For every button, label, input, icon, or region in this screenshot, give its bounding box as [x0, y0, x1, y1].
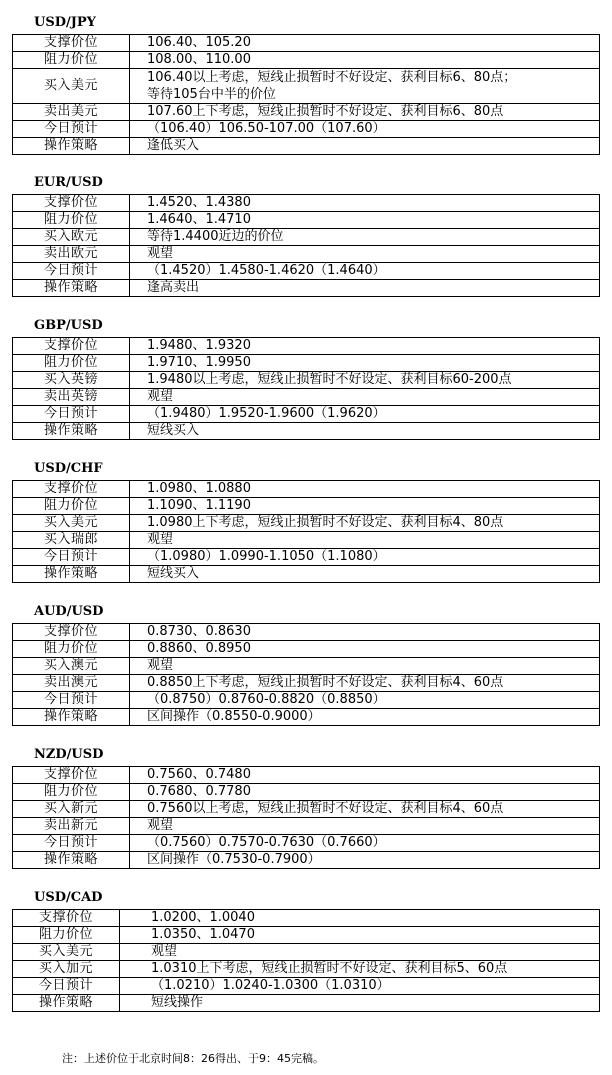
section-usd-jpy [12, 13, 600, 155]
row-value: 1.9710、1.9950 [130, 355, 600, 372]
table-row [13, 944, 600, 961]
section-nzd-usd [12, 745, 600, 869]
row-value: 观望 [120, 944, 600, 961]
section-usd-chf [12, 459, 600, 583]
row-label: 阻力价位 [13, 784, 130, 801]
table-row [13, 675, 600, 692]
row-value: 0.8860、0.8950 [130, 641, 600, 658]
row-label: 阻力价位 [13, 212, 130, 229]
row-value: 1.0350、1.0470 [120, 927, 600, 944]
row-value: 观望 [130, 818, 600, 835]
row-label: 今日预计 [13, 835, 130, 852]
row-label: 今日预计 [13, 692, 130, 709]
table-row [13, 515, 600, 532]
section-gbp-usd [12, 316, 600, 440]
row-value: 1.0310上下考虑，短线止损暂时不好设定、获利目标5、60点 [120, 961, 600, 978]
table-row [13, 372, 600, 389]
row-label: 卖出新元 [13, 818, 130, 835]
row-value: 0.8850上下考虑，短线止损暂时不好设定、获利目标4、60点 [130, 675, 600, 692]
row-value: 观望 [130, 532, 600, 549]
table-row [13, 910, 600, 927]
row-value: 区间操作（0.7530-0.7900） [130, 852, 600, 869]
row-label: 买入美元 [13, 944, 120, 961]
row-label: 买入英镑 [13, 372, 130, 389]
row-value: 观望 [130, 246, 600, 263]
table-row [13, 566, 600, 583]
row-label: 支撑价位 [13, 481, 130, 498]
table-row [13, 406, 600, 423]
table-row [13, 338, 600, 355]
table-row [13, 852, 600, 869]
pair-title: GBP/USD [34, 318, 103, 333]
row-label: 支撑价位 [13, 624, 130, 641]
row-value: 短线买入 [130, 566, 600, 583]
quote-table [12, 766, 600, 869]
table-row [13, 692, 600, 709]
row-value: 逢高卖出 [130, 280, 600, 297]
row-value: 区间操作（0.8550-0.9000） [130, 709, 600, 726]
row-label: 阻力价位 [13, 355, 130, 372]
row-value: 1.9480、1.9320 [130, 338, 600, 355]
row-label: 操作策略 [13, 423, 130, 440]
table-row [13, 709, 600, 726]
row-label: 买入新元 [13, 801, 130, 818]
row-value: 0.8730、0.8630 [130, 624, 600, 641]
row-value: （1.0980）1.0990-1.1050（1.1080） [130, 549, 600, 566]
row-value-line: 106.40以上考虑，短线止损暂时不好设定、获利目标6、80点； [147, 70, 517, 85]
row-label: 支撑价位 [13, 195, 130, 212]
table-row [13, 835, 600, 852]
pair-title: USD/CAD [34, 890, 103, 905]
row-value: 1.4520、1.4380 [130, 195, 600, 212]
row-label: 操作策略 [13, 138, 130, 155]
row-label: 阻力价位 [13, 52, 130, 69]
row-value: （0.7560）0.7570-0.7630（0.7660） [130, 835, 600, 852]
table-row [13, 658, 600, 675]
quote-table [12, 194, 600, 297]
row-label: 操作策略 [13, 995, 120, 1012]
row-value: （1.0210）1.0240-1.0300（1.0310） [120, 978, 600, 995]
row-label: 卖出美元 [13, 104, 130, 121]
table-row [13, 69, 600, 104]
table-row [13, 423, 600, 440]
pair-title: AUD/USD [34, 604, 104, 619]
table-row [13, 195, 600, 212]
row-label: 买入澳元 [13, 658, 130, 675]
pair-title: USD/CHF [34, 461, 103, 476]
row-label: 买入美元 [13, 69, 130, 104]
row-label: 支撑价位 [13, 35, 130, 52]
table-row [13, 784, 600, 801]
row-value: 0.7560、0.7480 [130, 767, 600, 784]
row-label: 操作策略 [13, 709, 130, 726]
footnote: 注：上述价位于北京时间8：26得出、于9：45完稿。 [62, 1052, 324, 1065]
table-row [13, 532, 600, 549]
row-value: 0.7680、0.7780 [130, 784, 600, 801]
table-row [13, 767, 600, 784]
row-value: （1.4520）1.4580-1.4620（1.4640） [130, 263, 600, 280]
row-label: 今日预计 [13, 978, 120, 995]
row-value: 106.40、105.20 [130, 35, 600, 52]
row-value: 1.0200、1.0040 [120, 910, 600, 927]
row-label: 买入美元 [13, 515, 130, 532]
table-row [13, 961, 600, 978]
table-row [13, 641, 600, 658]
row-value: 108.00、110.00 [130, 52, 600, 69]
quote-table [12, 480, 600, 583]
row-value: 观望 [130, 658, 600, 675]
table-row [13, 246, 600, 263]
row-label: 卖出澳元 [13, 675, 130, 692]
row-value: （1.9480）1.9520-1.9600（1.9620） [130, 406, 600, 423]
quote-table [12, 337, 600, 440]
pair-title: USD/JPY [34, 15, 96, 30]
row-label: 支撑价位 [13, 910, 120, 927]
row-label: 今日预计 [13, 263, 130, 280]
row-label: 操作策略 [13, 852, 130, 869]
table-row [13, 138, 600, 155]
table-row [13, 624, 600, 641]
row-value: 观望 [130, 389, 600, 406]
section-usd-cad [12, 888, 600, 1012]
table-row [13, 995, 600, 1012]
quote-table [12, 909, 600, 1012]
row-label: 阻力价位 [13, 498, 130, 515]
row-label: 支撑价位 [13, 767, 130, 784]
table-row [13, 35, 600, 52]
table-row [13, 52, 600, 69]
row-value: 短线买入 [130, 423, 600, 440]
table-row [13, 801, 600, 818]
quote-table [12, 34, 600, 155]
table-row [13, 104, 600, 121]
table-row [13, 229, 600, 246]
row-label: 买入加元 [13, 961, 120, 978]
row-value: 1.0980上下考虑，短线止损暂时不好设定、获利目标4、80点 [130, 515, 600, 532]
row-value: 1.1090、1.1190 [130, 498, 600, 515]
row-value: 1.4640、1.4710 [130, 212, 600, 229]
row-label: 买入欧元 [13, 229, 130, 246]
row-label: 买入瑞郎 [13, 532, 130, 549]
row-value: 0.7560以上考虑，短线止损暂时不好设定、获利目标4、60点 [130, 801, 600, 818]
row-label: 阻力价位 [13, 641, 130, 658]
quote-table [12, 623, 600, 726]
row-value: （106.40）106.50-107.00（107.60） [130, 121, 600, 138]
row-label: 阻力价位 [13, 927, 120, 944]
row-value: 等待1.4400近边的价位 [130, 229, 600, 246]
row-value: 107.60上下考虑，短线止损暂时不好设定、获利目标6、80点 [130, 104, 600, 121]
table-row [13, 978, 600, 995]
row-value: 1.9480以上考虑，短线止损暂时不好设定、获利目标60-200点 [130, 372, 600, 389]
table-row [13, 481, 600, 498]
table-row [13, 121, 600, 138]
table-row [13, 389, 600, 406]
row-label: 今日预计 [13, 549, 130, 566]
row-label: 操作策略 [13, 280, 130, 297]
row-value: 1.0980、1.0880 [130, 481, 600, 498]
pair-title: EUR/USD [34, 175, 103, 190]
table-row [13, 280, 600, 297]
table-row [13, 355, 600, 372]
table-row [13, 549, 600, 566]
section-eur-usd [12, 173, 600, 297]
table-row [13, 263, 600, 280]
row-label: 今日预计 [13, 121, 130, 138]
row-value-line: 等待105台中半的价位 [147, 87, 276, 102]
pair-title: NZD/USD [34, 747, 104, 762]
table-row [13, 498, 600, 515]
section-aud-usd [12, 602, 600, 726]
row-value [130, 69, 600, 104]
row-value: 逢低买入 [130, 138, 600, 155]
row-value: 短线操作 [120, 995, 600, 1012]
table-row [13, 927, 600, 944]
table-row [13, 818, 600, 835]
row-label: 操作策略 [13, 566, 130, 583]
row-label: 卖出欧元 [13, 246, 130, 263]
row-label: 卖出英镑 [13, 389, 130, 406]
row-label: 支撑价位 [13, 338, 130, 355]
row-label: 今日预计 [13, 406, 130, 423]
table-row [13, 212, 600, 229]
row-value: （0.8750）0.8760-0.8820（0.8850） [130, 692, 600, 709]
